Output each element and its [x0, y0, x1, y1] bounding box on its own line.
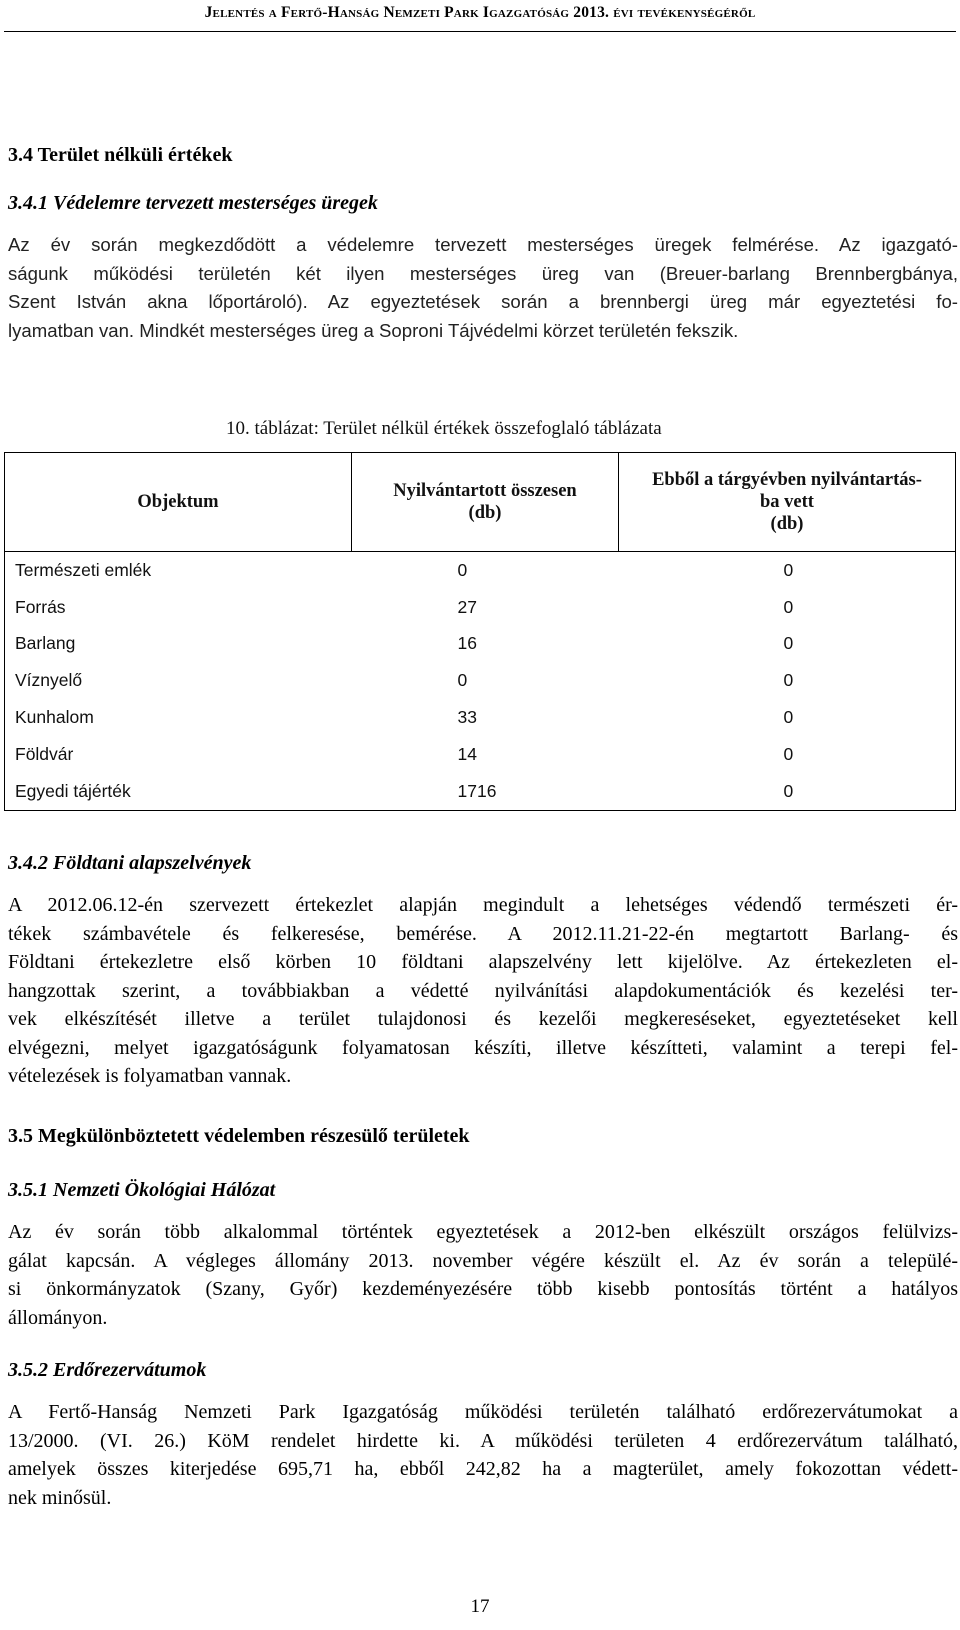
column-header-this-year — [619, 453, 956, 552]
text-line: Az év során több alkalommal történtek egyeztetések a 2012-ben elkészült országos felülvizs- — [8, 1221, 958, 1243]
row-name: Egyedi tájérték — [5, 773, 352, 810]
section-3-5-heading: 3.5 Megkülönböztetett védelemben részesülő területek — [8, 1125, 470, 1147]
table-caption: 10. táblázat: Terület nélkül értékek összefoglaló táblázata — [226, 418, 662, 439]
section-3-4-2-heading: 3.4.2 Földtani alapszelvények — [8, 852, 252, 874]
text-line: Földtani értekezletre első körben 10 földtani alapszelvény lett kijelölve. Az értekezleten el- — [8, 951, 958, 973]
row-total: 14 — [457, 743, 477, 764]
running-header: Jelentés a Fertő-Hanság Nemzeti Park Igazgatóság 2013. évi tevékenységéről — [204, 4, 756, 21]
row-this-year: 0 — [619, 699, 956, 736]
section-3-4-heading: 3.4 Terület nélküli értékek — [8, 144, 233, 166]
text-line: gálat kapcsán. A végleges állomány 2013. november végére készült el. Az év során a települé- — [8, 1249, 958, 1272]
row-name: Barlang — [5, 626, 352, 663]
text-line: nek minősül. — [8, 1486, 112, 1509]
table-row — [5, 662, 956, 699]
table-row — [5, 589, 956, 626]
page-number: 17 — [470, 1596, 490, 1617]
text-line: Az év során megkezdődött a védelemre tervezett mesterséges üregek felmérése. Az igazgató- — [8, 234, 958, 255]
header-rule — [4, 31, 956, 32]
row-name: Természeti emlék — [5, 552, 352, 589]
row-total: 16 — [457, 633, 477, 654]
row-total: 0 — [457, 559, 468, 580]
text-line: ságunk működési területén két ilyen mesterséges üreg van (Breuer-barlang Brennbergbánya, — [8, 262, 958, 284]
row-this-year: 0 — [619, 589, 956, 626]
row-name: Víznyelő — [5, 662, 352, 699]
header-line: Nyilvántartott összesen — [393, 481, 577, 501]
row-total: 27 — [457, 596, 477, 617]
paragraph-3-4-1 — [8, 231, 958, 345]
text-line: 13/2000. (VI. 26.) KöM rendelet hirdette ki. A működési területen 4 erdőrezervátum található, — [8, 1429, 958, 1452]
text-line: vek elkészítését illetve a terület tulajdonosi és kezelői megkereséseket, egyeztetéseket kell — [8, 1008, 958, 1030]
row-this-year: 0 — [619, 662, 956, 699]
paragraph-3-5-2 — [8, 1398, 958, 1512]
text-line: si önkormányzatok (Szany, Győr) kezdeményezésére több kisebb pontosítás történt a hatályos — [8, 1278, 958, 1300]
header-line: (db) — [770, 514, 804, 534]
text-line: A 2012.06.12-én szervezett értekezlet alapján megindult a lehetséges védendő természeti ér- — [8, 894, 958, 916]
text-line: hangzottak szerint, a továbbiakban a védetté nyilvánítási alapdokumentációk és kezelési ter- — [8, 979, 958, 1002]
text-line: lyamatban van. Mindkét mesterséges üreg a Soproni Tájvédelmi körzet területén fekszik. — [8, 319, 739, 341]
row-total: 1716 — [352, 773, 619, 810]
table-row — [5, 773, 956, 810]
row-this-year: 0 — [619, 773, 956, 810]
table-row — [5, 699, 956, 736]
row-this-year: 0 — [619, 626, 956, 663]
text-line: amelyek összes kiterjedése 695,71 ha, ebből 242,82 ha a magterület, amely fokozottan védett- — [8, 1458, 958, 1480]
paragraph-3-4-2 — [8, 891, 958, 1091]
row-name: Földvár — [5, 736, 352, 773]
row-this-year: 0 — [619, 736, 956, 773]
table-row — [5, 626, 956, 663]
text-line: A Fertő-Hanság Nemzeti Park Igazgatóság működési területén található erdőrezervátumokat a — [8, 1401, 958, 1423]
summary-table — [4, 452, 956, 811]
text-line: vételezések is folyamatban vannak. — [8, 1065, 292, 1087]
header-line: (db) — [468, 503, 502, 523]
row-name: Forrás — [5, 589, 352, 626]
section-3-5-2-heading: 3.5.2 Erdőrezervátumok — [8, 1359, 207, 1381]
section-3-4-1-heading: 3.4.1 Védelemre tervezett mesterséges üregek — [8, 192, 378, 214]
section-3-5-1-heading: 3.5.1 Nemzeti Ökológiai Hálózat — [8, 1179, 276, 1201]
text-line: Szent István akna lőportároló). Az egyeztetések során a brennbergi üreg már egyeztetési fo- — [8, 291, 958, 312]
table-row — [5, 736, 956, 773]
row-this-year: 0 — [619, 552, 956, 589]
row-name: Kunhalom — [5, 699, 352, 736]
column-header-objektum: Objektum — [5, 453, 352, 552]
text-line: tékek számbavétele és felkeresése, bemérése. A 2012.11.21-22-én megtartott Barlang- és — [8, 922, 958, 945]
row-total: 33 — [457, 707, 477, 728]
paragraph-3-5-1 — [8, 1218, 958, 1332]
column-header-total — [352, 453, 619, 552]
header-line: ba vett — [760, 492, 814, 512]
table-row — [5, 552, 956, 589]
table-header-row — [5, 453, 956, 552]
text-line: állományon. — [8, 1306, 108, 1329]
row-total: 0 — [457, 670, 468, 691]
header-line: Ebből a tárgyévben nyilvántartás- — [652, 470, 922, 490]
text-line: elvégezni, melyet igazgatóságunk folyamatosan készíti, illetve készítteti, valamint a terepi fel- — [8, 1036, 958, 1059]
